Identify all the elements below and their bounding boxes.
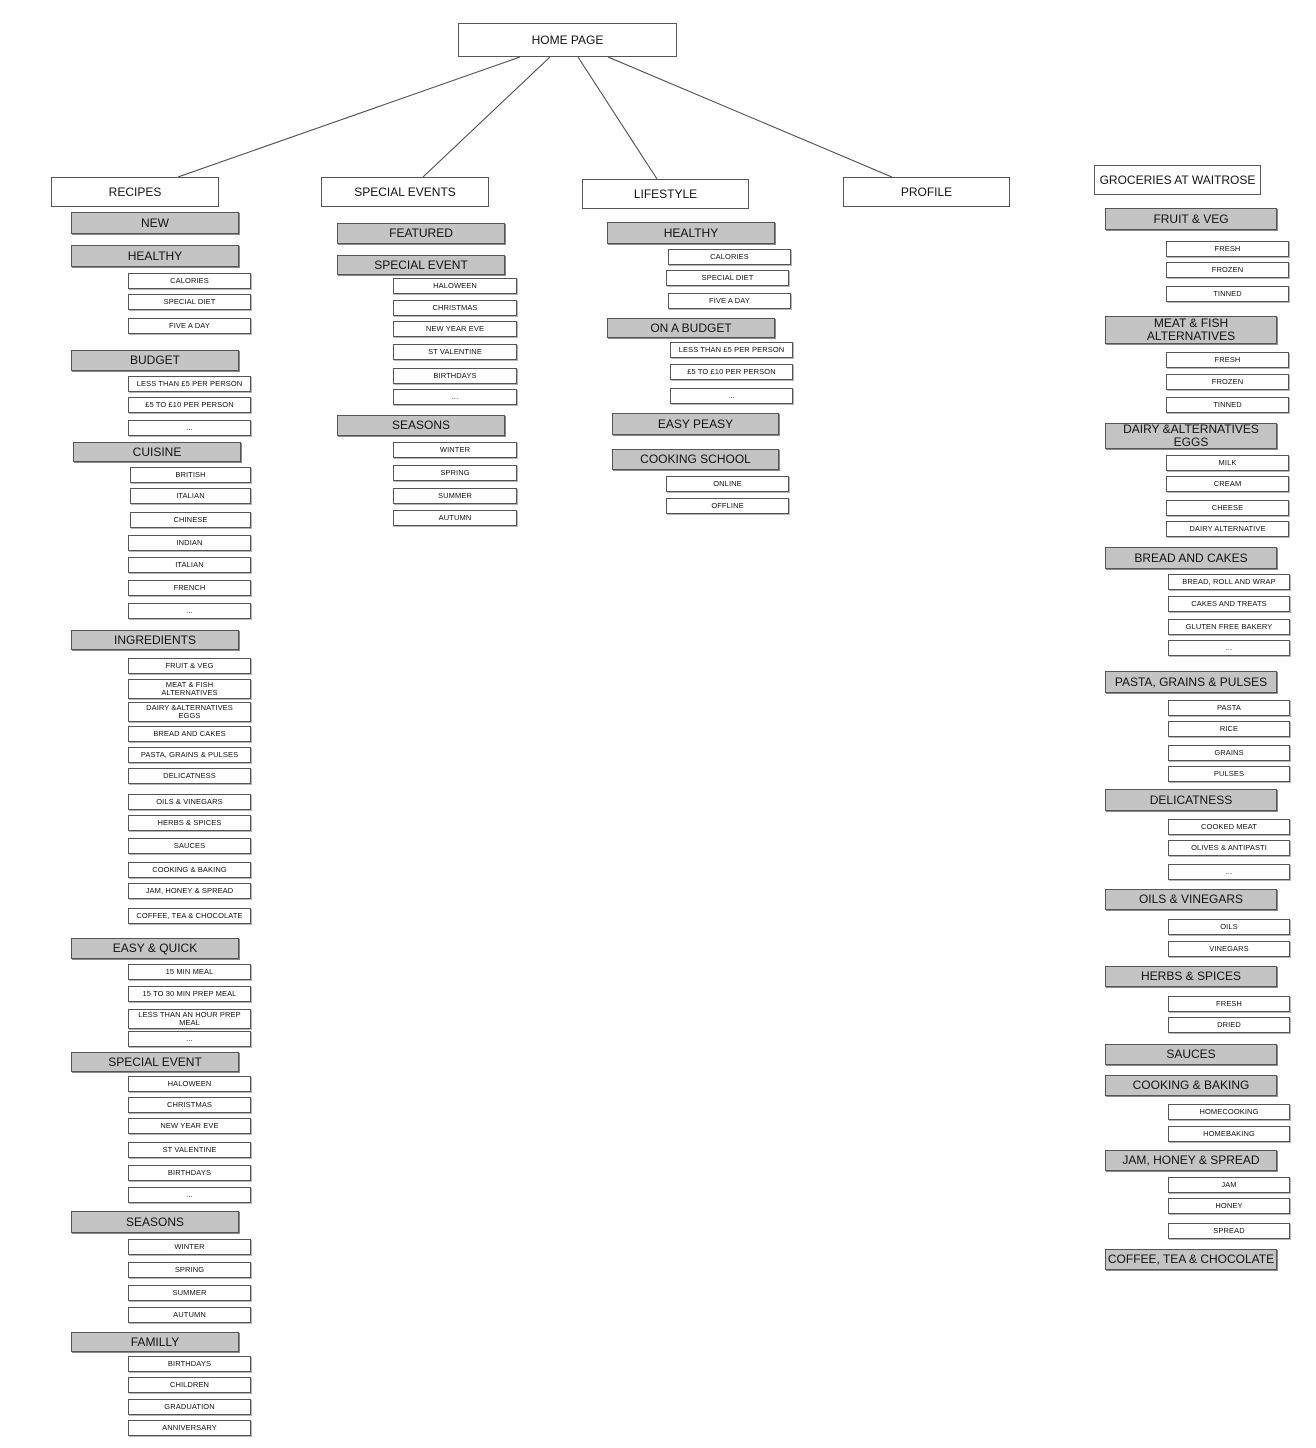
special-events-node[interactable]: SPECIAL EVENTS <box>321 177 489 207</box>
lifestyle-category-easy-peasy[interactable]: EASY PEASY <box>612 413 779 435</box>
groceries-item-cheese[interactable]: CHEESE <box>1166 500 1289 516</box>
groceries-item-grains[interactable]: GRAINS <box>1168 745 1290 761</box>
recipes-category-special-event[interactable]: SPECIAL EVENT <box>71 1052 239 1072</box>
groceries-category-fruit-veg[interactable]: FRUIT & VEG <box>1105 208 1277 230</box>
groceries-category-bread-and-cakes[interactable]: BREAD AND CAKES <box>1105 547 1277 569</box>
recipes-item-15-min-meal[interactable]: 15 MIN MEAL <box>128 964 251 980</box>
lifestyle-item-more[interactable]: ... <box>670 388 793 404</box>
recipes-item-children[interactable]: CHILDREN <box>128 1377 251 1393</box>
recipes-item-italian[interactable]: ITALIAN <box>130 488 251 504</box>
recipes-item-more[interactable]: ... <box>128 1187 251 1203</box>
recipes-item-15-to-30-min-prep-meal[interactable]: 15 TO 30 MIN PREP MEAL <box>128 986 251 1002</box>
recipes-item-coffee-tea-chocolate[interactable]: COFFEE, TEA & CHOCOLATE <box>128 908 251 924</box>
recipes-item-delicatness[interactable]: DELICATNESS <box>128 768 251 784</box>
groceries-item-tinned[interactable]: TINNED <box>1166 286 1289 302</box>
connector-special-events <box>423 57 550 177</box>
recipes-item-italian[interactable]: ITALIAN <box>128 557 251 573</box>
groceries-item-oils[interactable]: OILS <box>1168 919 1290 935</box>
special-events-category-special-event[interactable]: SPECIAL EVENT <box>337 255 505 275</box>
recipes-item-less-than-an-hour-prep-meal[interactable]: LESS THAN AN HOUR PREP MEAL <box>128 1009 251 1029</box>
recipes-item-calories[interactable]: CALORIES <box>128 273 251 289</box>
recipes-category-cuisine[interactable]: CUISINE <box>73 442 241 462</box>
lifestyle-category-cooking-school[interactable]: COOKING SCHOOL <box>612 449 779 470</box>
groceries-category-herbs-spices[interactable]: HERBS & SPICES <box>1105 966 1277 987</box>
recipes-item-haloween[interactable]: HALOWEEN <box>128 1076 251 1092</box>
recipes-item-less-than-5-per-person[interactable]: LESS THAN £5 PER PERSON <box>128 376 251 392</box>
groceries-item-dairy-alternative[interactable]: DAIRY ALTERNATIVE <box>1166 521 1289 537</box>
groceries-item-pasta[interactable]: PASTA <box>1168 700 1290 716</box>
recipes-category-seasons[interactable]: SEASONS <box>71 1211 239 1233</box>
groceries-item-jam[interactable]: JAM <box>1168 1177 1290 1193</box>
recipes-item-more[interactable]: ... <box>128 420 251 436</box>
recipes-item-fruit-veg[interactable]: FRUIT & VEG <box>128 658 251 674</box>
recipes-item-bread-and-cakes[interactable]: BREAD AND CAKES <box>128 726 251 742</box>
connector-lifestyle <box>578 57 657 179</box>
groceries-item-honey[interactable]: HONEY <box>1168 1198 1290 1214</box>
special-events-category-seasons[interactable]: SEASONS <box>337 415 505 436</box>
groceries-category-coffee-tea-chocolate[interactable]: COFFEE, TEA & CHOCOLATE <box>1105 1249 1277 1270</box>
lifestyle-category-healthy[interactable]: HEALTHY <box>607 222 775 244</box>
recipes-item-dairy-alternatives-eggs[interactable]: DAIRY &ALTERNATIVES EGGS <box>128 702 251 722</box>
groceries-category-pasta-grains-pulses[interactable]: PASTA, GRAINS & PULSES <box>1105 671 1277 693</box>
recipes-item-winter[interactable]: WINTER <box>128 1239 251 1255</box>
recipes-item-french[interactable]: FRENCH <box>128 580 251 596</box>
lifestyle-category-on-a-budget[interactable]: ON A BUDGET <box>607 318 775 338</box>
recipes-item-special-diet[interactable]: SPECIAL DIET <box>128 294 251 310</box>
home-page-node[interactable]: HOME PAGE <box>458 23 677 57</box>
groceries-category-meat-fish-alternatives[interactable]: MEAT & FISH ALTERNATIVES <box>1105 316 1277 344</box>
groceries-item-more[interactable]: ... <box>1168 864 1290 880</box>
recipes-item-meat-fish-alternatives[interactable]: MEAT & FISH ALTERNATIVES <box>128 679 251 699</box>
recipes-item-five-a-day[interactable]: FIVE A DAY <box>128 318 251 334</box>
special-events-item-autumn[interactable]: AUTUMN <box>393 510 517 526</box>
groceries-item-gluten-free-bakery[interactable]: GLUTEN FREE BAKERY <box>1168 619 1290 635</box>
groceries-category-oils-vinegars[interactable]: OILS & VINEGARS <box>1105 889 1277 910</box>
profile-node[interactable]: PROFILE <box>843 177 1010 207</box>
lifestyle-item-online[interactable]: ONLINE <box>666 476 789 492</box>
groceries-item-frozen[interactable]: FROZEN <box>1166 374 1289 390</box>
groceries-item-dried[interactable]: DRIED <box>1168 1017 1290 1033</box>
groceries-item-tinned[interactable]: TINNED <box>1166 397 1289 413</box>
groceries-item-milk[interactable]: MILK <box>1166 455 1289 471</box>
recipes-category-familly[interactable]: FAMILLY <box>71 1332 239 1352</box>
groceries-category-delicatness[interactable]: DELICATNESS <box>1105 789 1277 811</box>
recipes-item-pasta-grains-pulses[interactable]: PASTA, GRAINS & PULSES <box>128 747 251 763</box>
recipes-node[interactable]: RECIPES <box>51 177 219 207</box>
lifestyle-node[interactable]: LIFESTYLE <box>582 179 749 209</box>
recipes-item-summer[interactable]: SUMMER <box>128 1285 251 1301</box>
recipes-item-british[interactable]: BRITISH <box>130 467 251 483</box>
lifestyle-item-offline[interactable]: OFFLINE <box>666 498 789 514</box>
recipes-item-chinese[interactable]: CHINESE <box>130 512 251 528</box>
special-events-item-new-year-eve[interactable]: NEW YEAR EVE <box>393 321 517 337</box>
special-events-item-summer[interactable]: SUMMER <box>393 488 517 504</box>
recipes-item-indian[interactable]: INDIAN <box>128 535 251 551</box>
special-events-item-winter[interactable]: WINTER <box>393 442 517 458</box>
recipes-item-spring[interactable]: SPRING <box>128 1262 251 1278</box>
lifestyle-item-five-a-day[interactable]: FIVE A DAY <box>668 293 791 309</box>
groceries-item-cakes-and-treats[interactable]: CAKES AND TREATS <box>1168 596 1290 612</box>
recipes-item-graduation[interactable]: GRADUATION <box>128 1399 251 1415</box>
recipes-item-anniversary[interactable]: ANNIVERSARY <box>128 1420 251 1436</box>
special-events-item-spring[interactable]: SPRING <box>393 465 517 481</box>
groceries-category-cooking-baking[interactable]: COOKING & BAKING <box>1105 1075 1277 1096</box>
recipes-item-herbs-spices[interactable]: HERBS & SPICES <box>128 815 251 831</box>
recipes-category-new[interactable]: NEW <box>71 212 239 234</box>
recipes-item-oils-vinegars[interactable]: OILS & VINEGARS <box>128 794 251 810</box>
recipes-category-healthy[interactable]: HEALTHY <box>71 245 239 267</box>
groceries-category-sauces[interactable]: SAUCES <box>1105 1044 1277 1065</box>
recipes-item-more[interactable]: ... <box>128 603 251 619</box>
special-events-category-featured[interactable]: FEATURED <box>337 223 505 244</box>
recipes-item-cooking-baking[interactable]: COOKING & BAKING <box>128 862 251 878</box>
groceries-item-more[interactable]: ... <box>1168 640 1290 656</box>
special-events-item-birthdays[interactable]: BIRTHDAYS <box>393 368 517 384</box>
groceries-item-fresh[interactable]: FRESH <box>1166 241 1289 257</box>
groceries-item-pulses[interactable]: PULSES <box>1168 766 1290 782</box>
groceries-item-olives-antipasti[interactable]: OLIVES & ANTIPASTI <box>1168 840 1290 856</box>
recipes-item-st-valentine[interactable]: ST VALENTINE <box>128 1142 251 1158</box>
recipes-item-5-to-10-per-person[interactable]: £5 TO £10 PER PERSON <box>128 397 251 413</box>
recipes-category-easy-quick[interactable]: EASY & QUICK <box>71 938 239 959</box>
groceries-item-frozen[interactable]: FROZEN <box>1166 262 1289 278</box>
lifestyle-item-special-diet[interactable]: SPECIAL DIET <box>666 270 789 286</box>
groceries-item-vinegars[interactable]: VINEGARS <box>1168 941 1290 957</box>
groceries-item-rice[interactable]: RICE <box>1168 721 1290 737</box>
recipes-item-sauces[interactable]: SAUCES <box>128 838 251 854</box>
groceries-item-bread-roll-and-wrap[interactable]: BREAD, ROLL AND WRAP <box>1168 574 1290 590</box>
groceries-item-fresh[interactable]: FRESH <box>1168 996 1290 1012</box>
special-events-item-christmas[interactable]: CHRISTMAS <box>393 300 517 316</box>
connector-profile <box>608 57 892 177</box>
recipes-item-birthdays[interactable]: BIRTHDAYS <box>128 1165 251 1181</box>
connector-recipes <box>178 57 520 177</box>
groceries-node[interactable]: GROCERIES AT WAITROSE <box>1094 165 1261 195</box>
special-events-item-st-valentine[interactable]: ST VALENTINE <box>393 344 517 360</box>
groceries-item-homebaking[interactable]: HOMEBAKING <box>1168 1126 1290 1142</box>
special-events-item-more[interactable]: ... <box>393 389 517 405</box>
special-events-item-haloween[interactable]: HALOWEEN <box>393 278 517 294</box>
lifestyle-item-5-to-10-per-person[interactable]: £5 TO £10 PER PERSON <box>670 364 793 380</box>
recipes-item-new-year-eve[interactable]: NEW YEAR EVE <box>128 1118 251 1134</box>
groceries-category-dairy-alternatives-eggs[interactable]: DAIRY &ALTERNATIVES EGGS <box>1105 423 1277 449</box>
groceries-item-cream[interactable]: CREAM <box>1166 476 1289 492</box>
groceries-item-cooked-meat[interactable]: COOKED MEAT <box>1168 819 1290 835</box>
recipes-item-jam-honey-spread[interactable]: JAM, HONEY & SPREAD <box>128 883 251 899</box>
lifestyle-item-calories[interactable]: CALORIES <box>668 249 791 265</box>
groceries-item-fresh[interactable]: FRESH <box>1166 352 1289 368</box>
recipes-item-autumn[interactable]: AUTUMN <box>128 1307 251 1323</box>
recipes-category-ingredients[interactable]: INGREDIENTS <box>71 630 239 650</box>
recipes-item-christmas[interactable]: CHRISTMAS <box>128 1097 251 1113</box>
recipes-category-budget[interactable]: BUDGET <box>71 350 239 371</box>
lifestyle-item-less-than-5-per-person[interactable]: LESS THAN £5 PER PERSON <box>670 342 793 358</box>
groceries-category-jam-honey-spread[interactable]: JAM, HONEY & SPREAD <box>1105 1150 1277 1171</box>
recipes-item-more[interactable]: ... <box>128 1031 251 1047</box>
groceries-item-homecooking[interactable]: HOMECOOKING <box>1168 1104 1290 1120</box>
recipes-item-birthdays[interactable]: BIRTHDAYS <box>128 1356 251 1372</box>
groceries-item-spread[interactable]: SPREAD <box>1168 1223 1290 1239</box>
